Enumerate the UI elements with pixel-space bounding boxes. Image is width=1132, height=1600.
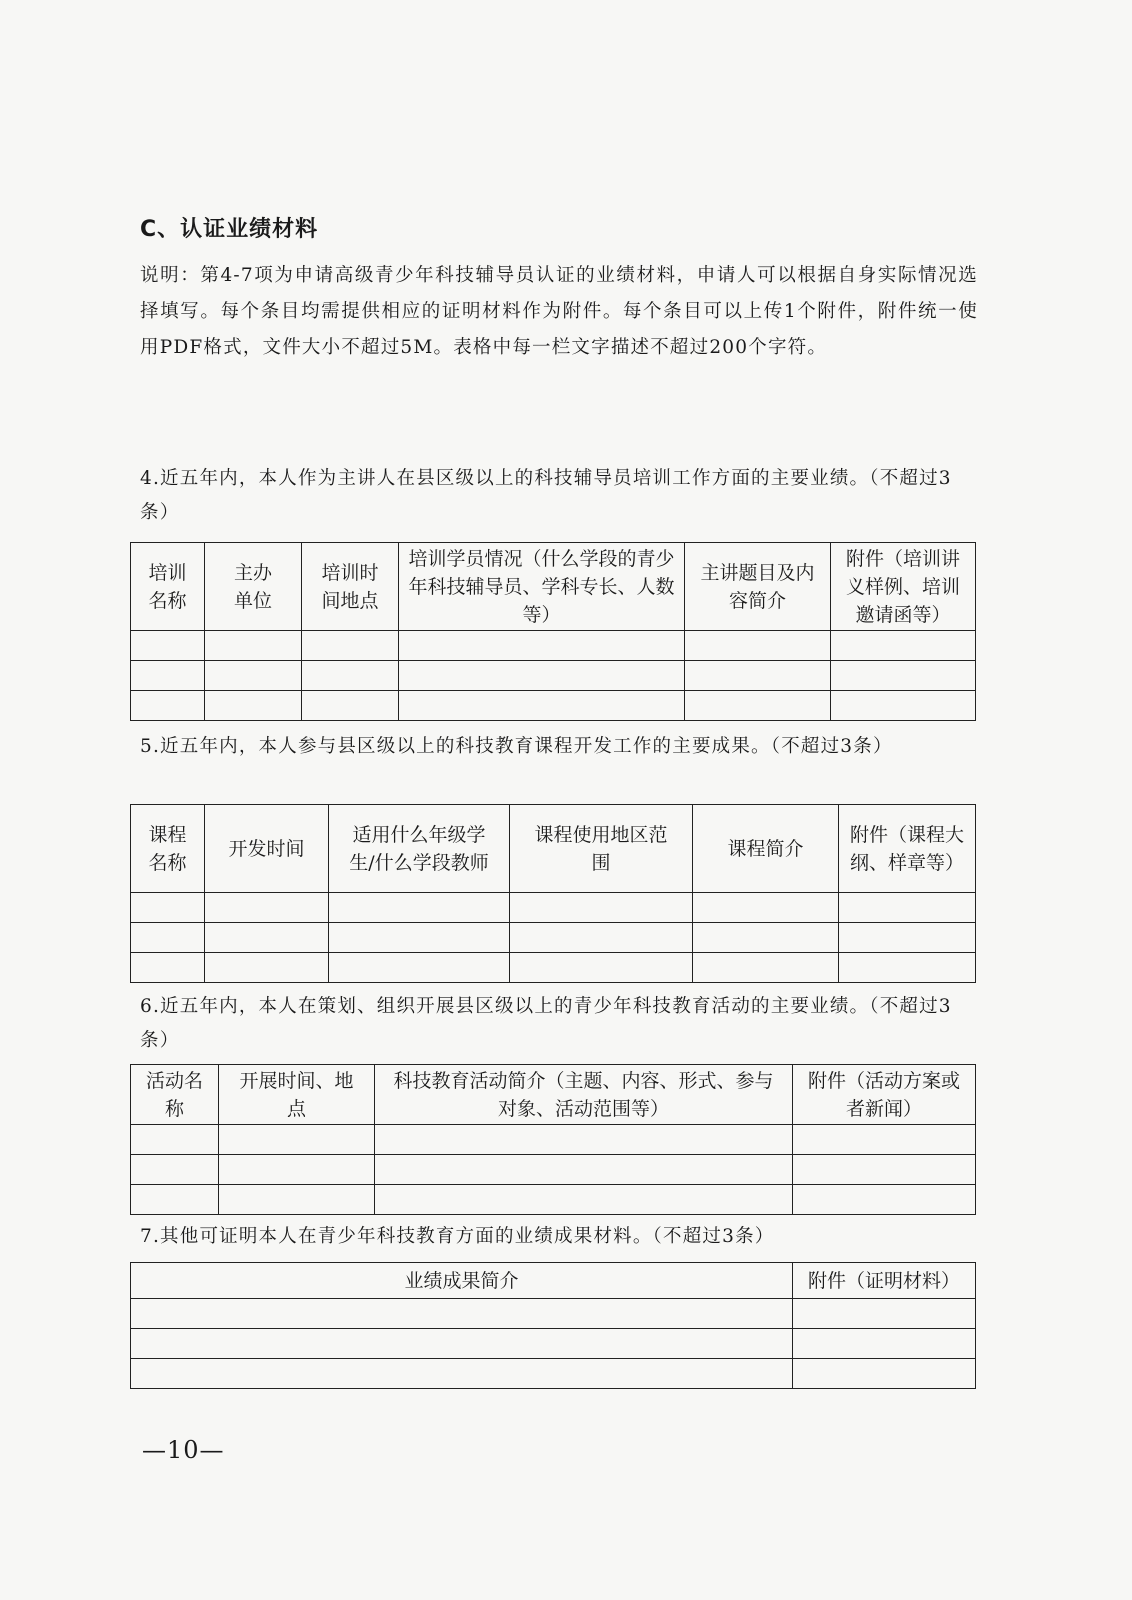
table-cell[interactable] [685,631,831,661]
table-cell[interactable] [831,631,976,661]
table-cell[interactable] [205,893,329,923]
table-cell[interactable] [693,923,839,953]
header-cell: 培训名称 [131,543,205,631]
table-cell[interactable] [793,1155,976,1185]
table-cell[interactable] [693,953,839,983]
table-cell[interactable] [375,1125,793,1155]
header-cell: 适用什么年级学生/什么学段教师 [329,805,510,893]
table-cell[interactable] [302,631,399,661]
item6-table [130,1064,976,1215]
item7-table [130,1262,976,1389]
table-cell[interactable] [510,893,693,923]
header-cell: 课程简介 [693,805,839,893]
table-cell[interactable] [839,953,976,983]
table-cell[interactable] [693,893,839,923]
table-cell[interactable] [131,1359,793,1389]
table-cell[interactable] [793,1125,976,1155]
table-cell[interactable] [399,631,685,661]
table-row [131,1329,976,1359]
table-row [131,691,976,721]
table-row [131,1125,976,1155]
table-cell[interactable] [685,691,831,721]
table-cell[interactable] [510,923,693,953]
table-cell[interactable] [131,893,205,923]
table-cell[interactable] [793,1359,976,1389]
item5-title: 5.近五年内，本人参与县区级以上的科技教育课程开发工作的主要成果。（不超过3条） [140,736,893,757]
table-cell[interactable] [831,691,976,721]
table-cell[interactable] [302,661,399,691]
table-cell[interactable] [205,953,329,983]
header-cell: 附件（证明材料） [793,1263,976,1299]
table-cell[interactable] [131,923,205,953]
table-row [131,893,976,923]
item5-table [130,804,976,983]
table-header-row [131,543,976,631]
table-cell[interactable] [329,953,510,983]
table-row [131,1359,976,1389]
table-cell[interactable] [793,1299,976,1329]
table-cell[interactable] [219,1185,375,1215]
table-cell[interactable] [375,1155,793,1185]
table-cell[interactable] [219,1155,375,1185]
header-cell: 培训时间地点 [302,543,399,631]
table-row [131,661,976,691]
header-cell: 主办单位 [205,543,302,631]
table-row [131,953,976,983]
table-row [131,631,976,661]
header-cell: 主讲题目及内容简介 [685,543,831,631]
table-cell[interactable] [131,1299,793,1329]
table-cell[interactable] [839,923,976,953]
table-cell[interactable] [831,661,976,691]
table-cell[interactable] [793,1329,976,1359]
table-row [131,1299,976,1329]
header-cell: 课程名称 [131,805,205,893]
table-cell[interactable] [375,1185,793,1215]
section-note: 说明：第4-7项为申请高级青少年科技辅导员认证的业绩材料，申请人可以根据自身实际情况选择填写。每个条目均需提供相应的证明材料作为附件。每个条目可以上传1个附件，附件统一使用PDF格式，文件大小不超过5M。表格中每一栏文字描述不超过200个字符。 [140,265,978,358]
table-header-row [131,1263,976,1299]
header-cell: 培训学员情况（什么学段的青少年科技辅导员、学科专长、人数等） [399,543,685,631]
table-cell[interactable] [219,1125,375,1155]
header-cell: 附件（培训讲义样例、培训邀请函等） [831,543,976,631]
header-cell: 附件（课程大纲、样章等） [839,805,976,893]
table-cell[interactable] [399,661,685,691]
table-header-row [131,805,976,893]
table-cell[interactable] [205,661,302,691]
table-row [131,1185,976,1215]
header-cell: 科技教育活动简介（主题、内容、形式、参与对象、活动范围等） [375,1065,793,1125]
table-cell[interactable] [131,1329,793,1359]
table-cell[interactable] [131,631,205,661]
table-cell[interactable] [510,953,693,983]
table-cell[interactable] [205,923,329,953]
header-cell: 活动名称 [131,1065,219,1125]
table-header-row [131,1065,976,1125]
table-row [131,923,976,953]
table-cell[interactable] [131,661,205,691]
table-cell[interactable] [302,691,399,721]
section-heading: C、认证业绩材料 [140,217,319,242]
table-cell[interactable] [329,923,510,953]
header-cell: 开展时间、地点 [219,1065,375,1125]
table-cell[interactable] [329,893,510,923]
item6-title: 6.近五年内，本人在策划、组织开展县区级以上的青少年科技教育活动的主要业绩。（不超过3条） [140,996,952,1051]
page-number: —10— [142,1436,225,1464]
table-row [131,1155,976,1185]
table-cell[interactable] [205,631,302,661]
table-cell[interactable] [685,661,831,691]
item4-table [130,542,976,721]
table-cell[interactable] [131,691,205,721]
table-cell[interactable] [131,1125,219,1155]
table-cell[interactable] [839,893,976,923]
item4-title: 4.近五年内，本人作为主讲人在县区级以上的科技辅导员培训工作方面的主要业绩。（不超过3条） [140,468,952,523]
table-cell[interactable] [205,691,302,721]
table-cell[interactable] [131,1155,219,1185]
table-cell[interactable] [399,691,685,721]
table-cell[interactable] [131,1185,219,1215]
header-cell: 开发时间 [205,805,329,893]
table-cell[interactable] [793,1185,976,1215]
header-cell: 附件（活动方案或者新闻） [793,1065,976,1125]
header-cell: 课程使用地区范围 [510,805,693,893]
item7-title: 7.其他可证明本人在青少年科技教育方面的业绩成果材料。（不超过3条） [140,1226,775,1247]
header-cell: 业绩成果简介 [131,1263,793,1299]
table-cell[interactable] [131,953,205,983]
